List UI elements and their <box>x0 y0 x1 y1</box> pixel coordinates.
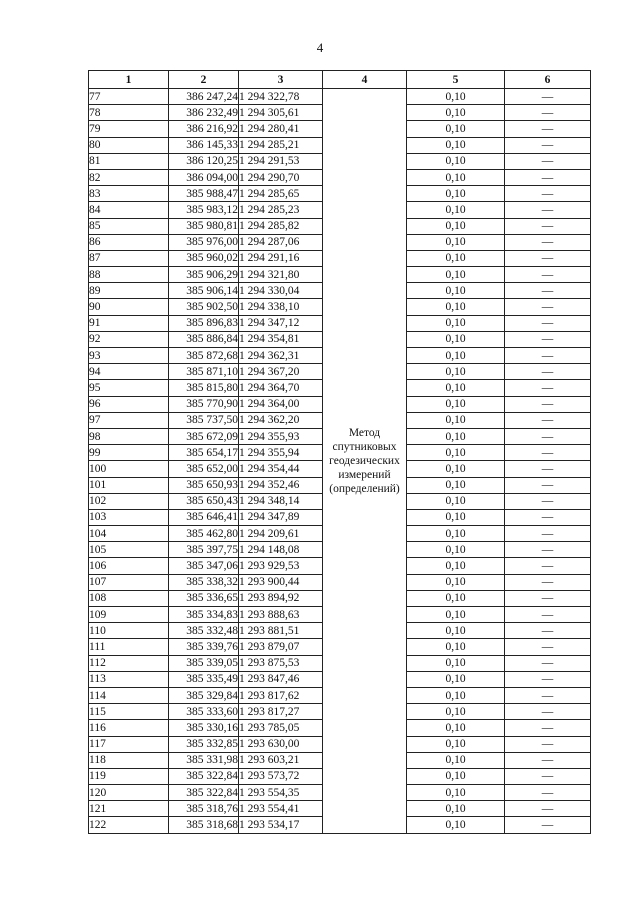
accuracy-cell: 0,10 <box>407 477 505 493</box>
x-coordinate-cell: 386 120,25 <box>169 153 239 169</box>
x-coordinate-cell: 385 737,50 <box>169 412 239 428</box>
point-number-cell: 108 <box>89 590 169 606</box>
accuracy-cell: 0,10 <box>407 607 505 623</box>
y-coordinate-cell: 1 294 305,61 <box>239 105 323 121</box>
x-coordinate-cell: 386 094,00 <box>169 169 239 185</box>
notes-cell: — <box>505 493 591 509</box>
accuracy-cell: 0,10 <box>407 250 505 266</box>
notes-cell: — <box>505 299 591 315</box>
x-coordinate-cell: 385 770,90 <box>169 396 239 412</box>
x-coordinate-cell: 385 462,80 <box>169 526 239 542</box>
y-coordinate-cell: 1 294 322,78 <box>239 89 323 105</box>
accuracy-cell: 0,10 <box>407 768 505 784</box>
x-coordinate-cell: 385 333,60 <box>169 704 239 720</box>
point-number-cell: 99 <box>89 445 169 461</box>
point-number-cell: 84 <box>89 202 169 218</box>
x-coordinate-cell: 385 330,16 <box>169 720 239 736</box>
accuracy-cell: 0,10 <box>407 590 505 606</box>
y-coordinate-cell: 1 293 817,27 <box>239 704 323 720</box>
y-coordinate-cell: 1 293 881,51 <box>239 623 323 639</box>
y-coordinate-cell: 1 293 554,41 <box>239 801 323 817</box>
y-coordinate-cell: 1 293 603,21 <box>239 752 323 768</box>
notes-cell: — <box>505 542 591 558</box>
accuracy-cell: 0,10 <box>407 331 505 347</box>
point-number-cell: 118 <box>89 752 169 768</box>
x-coordinate-cell: 386 145,33 <box>169 137 239 153</box>
notes-cell: — <box>505 169 591 185</box>
notes-cell: — <box>505 785 591 801</box>
x-coordinate-cell: 385 654,17 <box>169 445 239 461</box>
x-coordinate-cell: 385 331,98 <box>169 752 239 768</box>
y-coordinate-cell: 1 293 573,72 <box>239 768 323 784</box>
accuracy-cell: 0,10 <box>407 380 505 396</box>
notes-cell: — <box>505 526 591 542</box>
accuracy-cell: 0,10 <box>407 234 505 250</box>
y-coordinate-cell: 1 293 894,92 <box>239 590 323 606</box>
point-number-cell: 107 <box>89 574 169 590</box>
point-number-cell: 121 <box>89 801 169 817</box>
accuracy-cell: 0,10 <box>407 623 505 639</box>
point-number-cell: 102 <box>89 493 169 509</box>
notes-cell: — <box>505 202 591 218</box>
accuracy-cell: 0,10 <box>407 785 505 801</box>
point-number-cell: 112 <box>89 655 169 671</box>
x-coordinate-cell: 385 906,14 <box>169 283 239 299</box>
point-number-cell: 109 <box>89 607 169 623</box>
notes-cell: — <box>505 412 591 428</box>
y-coordinate-cell: 1 294 285,82 <box>239 218 323 234</box>
point-number-cell: 90 <box>89 299 169 315</box>
accuracy-cell: 0,10 <box>407 817 505 833</box>
y-coordinate-cell: 1 294 355,93 <box>239 428 323 444</box>
y-coordinate-cell: 1 294 287,06 <box>239 234 323 250</box>
y-coordinate-cell: 1 294 352,46 <box>239 477 323 493</box>
y-coordinate-cell: 1 294 347,12 <box>239 315 323 331</box>
accuracy-cell: 0,10 <box>407 267 505 283</box>
column-header: 6 <box>505 71 591 89</box>
accuracy-cell: 0,10 <box>407 509 505 525</box>
y-coordinate-cell: 1 294 330,04 <box>239 283 323 299</box>
notes-cell: — <box>505 477 591 493</box>
accuracy-cell: 0,10 <box>407 752 505 768</box>
accuracy-cell: 0,10 <box>407 801 505 817</box>
point-number-cell: 83 <box>89 186 169 202</box>
x-coordinate-cell: 385 347,06 <box>169 558 239 574</box>
accuracy-cell: 0,10 <box>407 445 505 461</box>
x-coordinate-cell: 385 397,75 <box>169 542 239 558</box>
column-header: 4 <box>323 71 407 89</box>
y-coordinate-cell: 1 293 875,53 <box>239 655 323 671</box>
x-coordinate-cell: 385 338,32 <box>169 574 239 590</box>
notes-cell: — <box>505 137 591 153</box>
point-number-cell: 86 <box>89 234 169 250</box>
x-coordinate-cell: 385 322,84 <box>169 785 239 801</box>
notes-cell: — <box>505 283 591 299</box>
y-coordinate-cell: 1 294 347,89 <box>239 509 323 525</box>
x-coordinate-cell: 385 339,76 <box>169 639 239 655</box>
x-coordinate-cell: 385 672,09 <box>169 428 239 444</box>
x-coordinate-cell: 386 232,49 <box>169 105 239 121</box>
notes-cell: — <box>505 396 591 412</box>
x-coordinate-cell: 385 871,10 <box>169 364 239 380</box>
column-header: 5 <box>407 71 505 89</box>
notes-cell: — <box>505 655 591 671</box>
point-number-cell: 122 <box>89 817 169 833</box>
notes-cell: — <box>505 267 591 283</box>
x-coordinate-cell: 385 650,43 <box>169 493 239 509</box>
point-number-cell: 100 <box>89 461 169 477</box>
point-number-cell: 111 <box>89 639 169 655</box>
point-number-cell: 93 <box>89 348 169 364</box>
notes-cell: — <box>505 720 591 736</box>
notes-cell: — <box>505 671 591 687</box>
notes-cell: — <box>505 509 591 525</box>
y-coordinate-cell: 1 293 554,35 <box>239 785 323 801</box>
notes-cell: — <box>505 752 591 768</box>
y-coordinate-cell: 1 293 888,63 <box>239 607 323 623</box>
notes-cell: — <box>505 704 591 720</box>
notes-cell: — <box>505 364 591 380</box>
y-coordinate-cell: 1 293 929,53 <box>239 558 323 574</box>
point-number-cell: 97 <box>89 412 169 428</box>
y-coordinate-cell: 1 294 355,94 <box>239 445 323 461</box>
accuracy-cell: 0,10 <box>407 428 505 444</box>
accuracy-cell: 0,10 <box>407 299 505 315</box>
x-coordinate-cell: 385 332,48 <box>169 623 239 639</box>
page-number: 4 <box>316 40 324 55</box>
point-number-cell: 105 <box>89 542 169 558</box>
point-number-cell: 88 <box>89 267 169 283</box>
x-coordinate-cell: 385 815,80 <box>169 380 239 396</box>
notes-cell: — <box>505 768 591 784</box>
accuracy-cell: 0,10 <box>407 348 505 364</box>
x-coordinate-cell: 385 339,05 <box>169 655 239 671</box>
y-coordinate-cell: 1 294 148,08 <box>239 542 323 558</box>
point-number-cell: 120 <box>89 785 169 801</box>
method-line: спутниковых <box>332 440 397 453</box>
notes-cell: — <box>505 428 591 444</box>
point-number-cell: 82 <box>89 169 169 185</box>
notes-cell: — <box>505 461 591 477</box>
y-coordinate-cell: 1 293 900,44 <box>239 574 323 590</box>
point-number-cell: 81 <box>89 153 169 169</box>
y-coordinate-cell: 1 294 209,61 <box>239 526 323 542</box>
x-coordinate-cell: 385 983,12 <box>169 202 239 218</box>
accuracy-cell: 0,10 <box>407 218 505 234</box>
point-number-cell: 115 <box>89 704 169 720</box>
accuracy-cell: 0,10 <box>407 671 505 687</box>
accuracy-cell: 0,10 <box>407 720 505 736</box>
point-number-cell: 80 <box>89 137 169 153</box>
y-coordinate-cell: 1 294 364,70 <box>239 380 323 396</box>
point-number-cell: 87 <box>89 250 169 266</box>
notes-cell: — <box>505 558 591 574</box>
y-coordinate-cell: 1 294 348,14 <box>239 493 323 509</box>
y-coordinate-cell: 1 294 291,16 <box>239 250 323 266</box>
x-coordinate-cell: 386 247,24 <box>169 89 239 105</box>
notes-cell: — <box>505 817 591 833</box>
y-coordinate-cell: 1 293 847,46 <box>239 671 323 687</box>
point-number-cell: 85 <box>89 218 169 234</box>
accuracy-cell: 0,10 <box>407 736 505 752</box>
x-coordinate-cell: 385 329,84 <box>169 687 239 703</box>
y-coordinate-cell: 1 293 817,62 <box>239 687 323 703</box>
accuracy-cell: 0,10 <box>407 655 505 671</box>
x-coordinate-cell: 385 896,83 <box>169 315 239 331</box>
notes-cell: — <box>505 380 591 396</box>
accuracy-cell: 0,10 <box>407 558 505 574</box>
accuracy-cell: 0,10 <box>407 315 505 331</box>
y-coordinate-cell: 1 294 285,65 <box>239 186 323 202</box>
point-number-cell: 79 <box>89 121 169 137</box>
accuracy-cell: 0,10 <box>407 202 505 218</box>
accuracy-cell: 0,10 <box>407 461 505 477</box>
point-number-cell: 103 <box>89 509 169 525</box>
notes-cell: — <box>505 186 591 202</box>
notes-cell: — <box>505 445 591 461</box>
x-coordinate-cell: 385 646,41 <box>169 509 239 525</box>
point-number-cell: 89 <box>89 283 169 299</box>
x-coordinate-cell: 385 652,00 <box>169 461 239 477</box>
notes-cell: — <box>505 590 591 606</box>
column-header: 3 <box>239 71 323 89</box>
y-coordinate-cell: 1 293 534,17 <box>239 817 323 833</box>
y-coordinate-cell: 1 294 285,23 <box>239 202 323 218</box>
method-cell <box>323 89 407 834</box>
accuracy-cell: 0,10 <box>407 526 505 542</box>
notes-cell: — <box>505 105 591 121</box>
y-coordinate-cell: 1 293 879,07 <box>239 639 323 655</box>
point-number-cell: 110 <box>89 623 169 639</box>
y-coordinate-cell: 1 294 290,70 <box>239 169 323 185</box>
x-coordinate-cell: 385 976,00 <box>169 234 239 250</box>
point-number-cell: 116 <box>89 720 169 736</box>
y-coordinate-cell: 1 294 280,41 <box>239 121 323 137</box>
accuracy-cell: 0,10 <box>407 542 505 558</box>
point-number-cell: 92 <box>89 331 169 347</box>
y-coordinate-cell: 1 294 362,31 <box>239 348 323 364</box>
y-coordinate-cell: 1 294 354,44 <box>239 461 323 477</box>
y-coordinate-cell: 1 294 285,21 <box>239 137 323 153</box>
notes-cell: — <box>505 331 591 347</box>
x-coordinate-cell: 385 988,47 <box>169 186 239 202</box>
y-coordinate-cell: 1 294 362,20 <box>239 412 323 428</box>
y-coordinate-cell: 1 294 338,10 <box>239 299 323 315</box>
accuracy-cell: 0,10 <box>407 704 505 720</box>
point-number-cell: 78 <box>89 105 169 121</box>
point-number-cell: 101 <box>89 477 169 493</box>
notes-cell: — <box>505 348 591 364</box>
x-coordinate-cell: 385 980,81 <box>169 218 239 234</box>
notes-cell: — <box>505 218 591 234</box>
accuracy-cell: 0,10 <box>407 153 505 169</box>
point-number-cell: 95 <box>89 380 169 396</box>
accuracy-cell: 0,10 <box>407 186 505 202</box>
x-coordinate-cell: 385 322,84 <box>169 768 239 784</box>
accuracy-cell: 0,10 <box>407 283 505 299</box>
y-coordinate-cell: 1 294 354,81 <box>239 331 323 347</box>
notes-cell: — <box>505 234 591 250</box>
accuracy-cell: 0,10 <box>407 137 505 153</box>
y-coordinate-cell: 1 293 630,00 <box>239 736 323 752</box>
accuracy-cell: 0,10 <box>407 89 505 105</box>
notes-cell: — <box>505 315 591 331</box>
x-coordinate-cell: 385 334,83 <box>169 607 239 623</box>
point-number-cell: 106 <box>89 558 169 574</box>
method-line: Метод <box>348 426 381 439</box>
x-coordinate-cell: 385 332,85 <box>169 736 239 752</box>
notes-cell: — <box>505 639 591 655</box>
notes-cell: — <box>505 801 591 817</box>
accuracy-cell: 0,10 <box>407 396 505 412</box>
y-coordinate-cell: 1 294 321,80 <box>239 267 323 283</box>
y-coordinate-cell: 1 294 367,20 <box>239 364 323 380</box>
notes-cell: — <box>505 250 591 266</box>
point-number-cell: 119 <box>89 768 169 784</box>
x-coordinate-cell: 385 886,84 <box>169 331 239 347</box>
notes-cell: — <box>505 153 591 169</box>
coordinates-table <box>88 70 591 834</box>
notes-cell: — <box>505 687 591 703</box>
y-coordinate-cell: 1 294 364,00 <box>239 396 323 412</box>
table-row <box>89 89 591 105</box>
notes-cell: — <box>505 121 591 137</box>
point-number-cell: 96 <box>89 396 169 412</box>
accuracy-cell: 0,10 <box>407 412 505 428</box>
x-coordinate-cell: 386 216,92 <box>169 121 239 137</box>
x-coordinate-cell: 385 336,65 <box>169 590 239 606</box>
point-number-cell: 77 <box>89 89 169 105</box>
x-coordinate-cell: 385 318,68 <box>169 817 239 833</box>
y-coordinate-cell: 1 293 785,05 <box>239 720 323 736</box>
x-coordinate-cell: 385 872,68 <box>169 348 239 364</box>
x-coordinate-cell: 385 335,49 <box>169 671 239 687</box>
method-line: измерений <box>338 468 391 481</box>
y-coordinate-cell: 1 294 291,53 <box>239 153 323 169</box>
x-coordinate-cell: 385 906,29 <box>169 267 239 283</box>
x-coordinate-cell: 385 902,50 <box>169 299 239 315</box>
notes-cell: — <box>505 623 591 639</box>
notes-cell: — <box>505 607 591 623</box>
column-header: 1 <box>89 71 169 89</box>
point-number-cell: 113 <box>89 671 169 687</box>
point-number-cell: 94 <box>89 364 169 380</box>
method-line: геодезических <box>329 454 400 467</box>
x-coordinate-cell: 385 650,93 <box>169 477 239 493</box>
accuracy-cell: 0,10 <box>407 364 505 380</box>
notes-cell: — <box>505 89 591 105</box>
x-coordinate-cell: 385 960,02 <box>169 250 239 266</box>
notes-cell: — <box>505 736 591 752</box>
point-number-cell: 98 <box>89 428 169 444</box>
point-number-cell: 104 <box>89 526 169 542</box>
method-line: (определений) <box>329 482 400 495</box>
accuracy-cell: 0,10 <box>407 105 505 121</box>
accuracy-cell: 0,10 <box>407 687 505 703</box>
point-number-cell: 91 <box>89 315 169 331</box>
accuracy-cell: 0,10 <box>407 574 505 590</box>
accuracy-cell: 0,10 <box>407 639 505 655</box>
accuracy-cell: 0,10 <box>407 169 505 185</box>
column-header: 2 <box>169 71 239 89</box>
x-coordinate-cell: 385 318,76 <box>169 801 239 817</box>
accuracy-cell: 0,10 <box>407 121 505 137</box>
accuracy-cell: 0,10 <box>407 493 505 509</box>
point-number-cell: 114 <box>89 687 169 703</box>
header-row <box>89 71 591 89</box>
notes-cell: — <box>505 574 591 590</box>
point-number-cell: 117 <box>89 736 169 752</box>
